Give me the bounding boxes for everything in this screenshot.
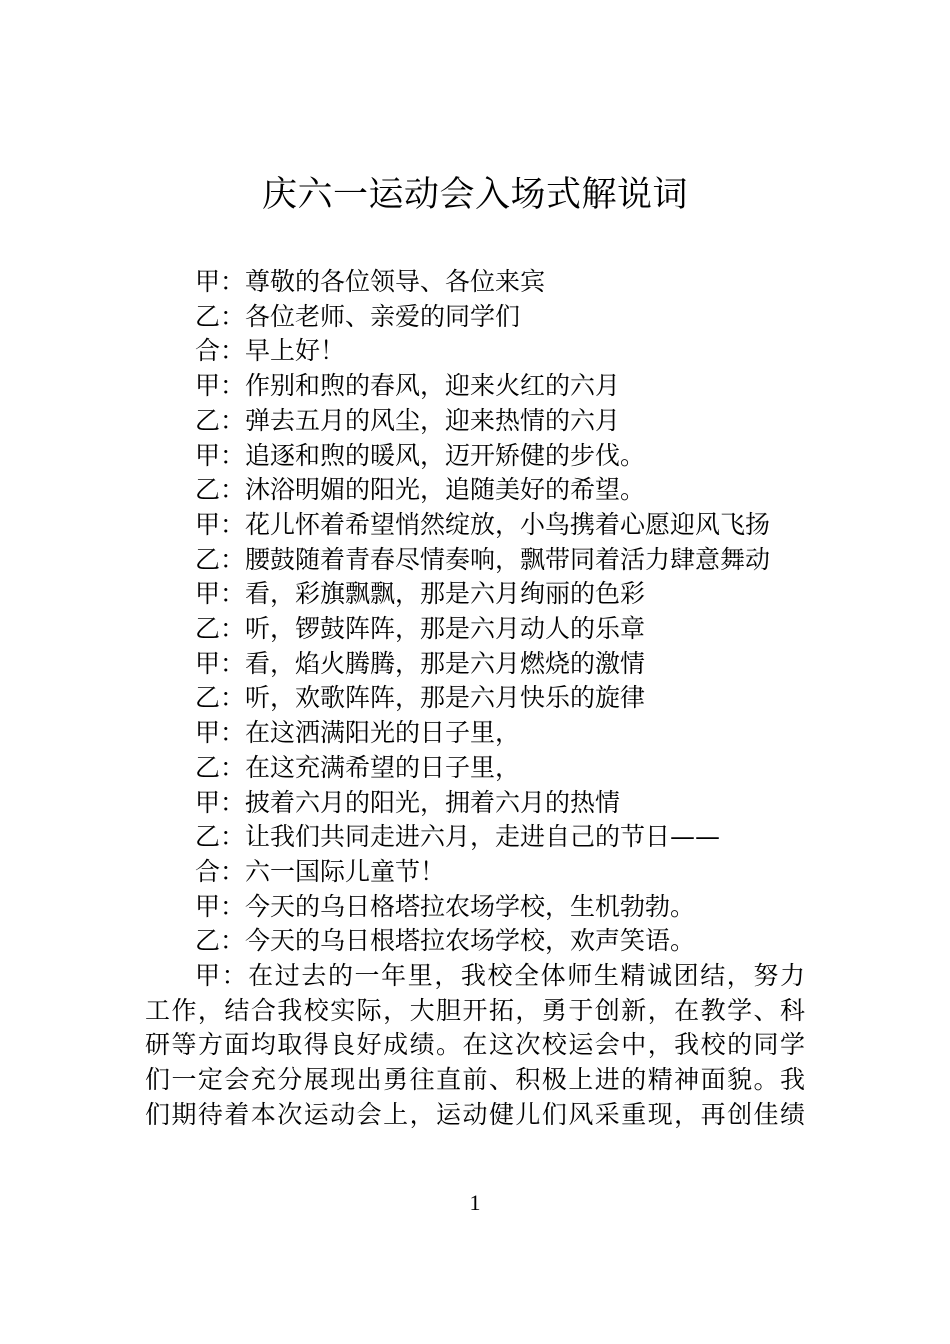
dialogue-line: 乙：让我们共同走进六月，走进自己的节日—— xyxy=(195,822,721,852)
dialogue-line: 甲：追逐和煦的暖风，迈开矫健的步伐。 xyxy=(195,440,646,470)
dialogue-line: 乙：沐浴明媚的阳光，追随美好的希望。 xyxy=(195,475,646,505)
dialogue-line: 乙：腰鼓随着青春尽情奏响，飘带同着活力肆意舞动 xyxy=(195,544,771,574)
dialogue-line: 乙：在这充满希望的日子里， xyxy=(195,752,521,782)
dialogue-line: 乙：弹去五月的风尘，迎来热情的六月 xyxy=(195,405,621,435)
dialogue-line: 乙：各位老师、亲爱的同学们 xyxy=(195,301,521,331)
dialogue-line: 甲：花儿怀着希望悄然绽放，小鸟携着心愿迎风飞扬 xyxy=(195,509,771,539)
paragraph-line: 工作，结合我校实际，大胆开拓，勇于创新，在教学、科 xyxy=(145,995,805,1025)
dialogue-line: 甲：作别和煦的春风，迎来火红的六月 xyxy=(195,371,621,401)
paragraph-line: 们期待着本次运动会上，运动健儿们风采重现，再创佳绩 xyxy=(145,1099,805,1129)
page-number: 1 xyxy=(469,1190,481,1215)
dialogue-line: 乙：听，欢歌阵阵，那是六月快乐的旋律 xyxy=(195,683,646,713)
dialogue-line: 甲：看，彩旗飘飘，那是六月绚丽的色彩 xyxy=(195,579,646,609)
dialogue-line: 合：六一国际儿童节！ xyxy=(195,856,446,886)
dialogue-line: 乙：听，锣鼓阵阵，那是六月动人的乐章 xyxy=(195,614,646,644)
dialogue-line: 甲：尊敬的各位领导、各位来宾 xyxy=(195,267,546,296)
dialogue-line: 合：早上好！ xyxy=(195,336,346,366)
dialogue-line: 甲：看，焰火腾腾，那是六月燃烧的激情 xyxy=(195,648,646,678)
paragraph-line: 甲：在过去的一年里，我校全体师生精诚团结，努力 xyxy=(195,961,805,991)
dialogue-line: 甲：今天的乌日格塔拉农场学校，生机勃勃。 xyxy=(195,891,696,921)
document-title: 庆六一运动会入场式解说词 xyxy=(261,175,688,215)
document-body xyxy=(145,265,805,1133)
paragraph-line: 们一定会充分展现出勇往直前、积极上进的精神面貌。我 xyxy=(145,1065,805,1095)
dialogue-line: 甲：在这洒满阳光的日子里， xyxy=(195,718,521,748)
paragraph-line: 研等方面均取得良好成绩。在这次校运会中，我校的同学 xyxy=(145,1030,805,1060)
dialogue-line: 乙：今天的乌日根塔拉农场学校，欢声笑语。 xyxy=(195,926,696,956)
dialogue-line: 甲：披着六月的阳光，拥着六月的热情 xyxy=(195,787,621,817)
